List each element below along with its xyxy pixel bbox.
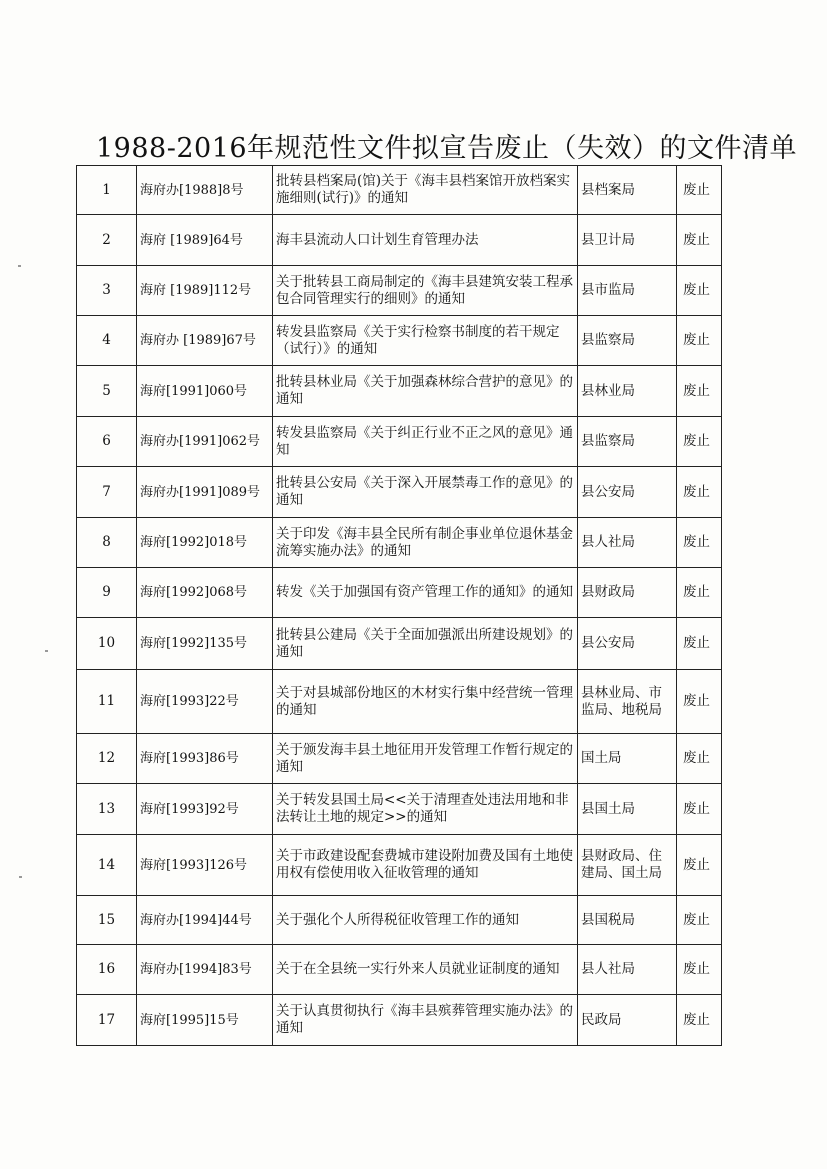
row-number: 15: [77, 896, 137, 945]
document-number: 海府办[1988]8号: [137, 166, 273, 215]
document-title: 关于对县城部份地区的木材实行集中经营统一管理的通知: [273, 670, 578, 734]
row-number: 12: [77, 734, 137, 784]
table-row: [77, 734, 722, 784]
table-row: [77, 518, 722, 568]
document-title: 关于市政建设配套费城市建设附加费及国有土地使用权有偿使用收入征收管理的通知: [273, 835, 578, 896]
document-title: 批转县档案局(馆)关于《海丰县档案馆开放档案实施细则(试行)》的通知: [273, 166, 578, 215]
row-number: 2: [77, 215, 137, 266]
document-title: 关于批转县工商局制定的《海丰县建筑安装工程承包合同管理实行的细则》的通知: [273, 266, 578, 316]
row-number: 6: [77, 417, 137, 467]
status: 废止: [677, 835, 722, 896]
document-number: 海府[1993]92号: [137, 784, 273, 835]
table-row: [77, 784, 722, 835]
document-title: 关于转发县国土局<<关于清理查处违法用地和非法转让土地的规定>>的通知: [273, 784, 578, 835]
status: 废止: [677, 467, 722, 518]
table-row: [77, 166, 722, 215]
status: 废止: [677, 215, 722, 266]
scan-speck: [45, 650, 48, 652]
department: 县财政局、住建局、国土局: [578, 835, 677, 896]
document-number: 海府办 [1989]67号: [137, 316, 273, 366]
row-number: 9: [77, 568, 137, 618]
department: 县卫计局: [578, 215, 677, 266]
table-row: [77, 266, 722, 316]
status: 废止: [677, 417, 722, 467]
department: 国土局: [578, 734, 677, 784]
department: 县国税局: [578, 896, 677, 945]
row-number: 8: [77, 518, 137, 568]
document-number: 海府 [1989]112号: [137, 266, 273, 316]
department: 县人社局: [578, 518, 677, 568]
status: 废止: [677, 518, 722, 568]
table-row: [77, 670, 722, 734]
document-number: 海府[1993]86号: [137, 734, 273, 784]
status: 废止: [677, 945, 722, 995]
status: 废止: [677, 618, 722, 670]
department: 县林业局、市监局、地税局: [578, 670, 677, 734]
table-row: [77, 618, 722, 670]
document-number: 海府 [1989]64号: [137, 215, 273, 266]
document-number: 海府[1992]068号: [137, 568, 273, 618]
document-title: 转发县监察局《关于实行检察书制度的若干规定（试行）》的通知: [273, 316, 578, 366]
document-list-table: [76, 165, 722, 1046]
document-title: 关于强化个人所得税征收管理工作的通知: [273, 896, 578, 945]
document-number: 海府办[1994]44号: [137, 896, 273, 945]
status: 废止: [677, 670, 722, 734]
row-number: 17: [77, 995, 137, 1046]
department: 县国土局: [578, 784, 677, 835]
row-number: 16: [77, 945, 137, 995]
status: 废止: [677, 166, 722, 215]
document-number: 海府[1992]135号: [137, 618, 273, 670]
row-number: 1: [77, 166, 137, 215]
page-title: 1988-2016年规范性文件拟宣告废止（失效）的文件清单: [96, 133, 798, 164]
document-number: 海府[1992]018号: [137, 518, 273, 568]
status: 废止: [677, 266, 722, 316]
department: 县公安局: [578, 618, 677, 670]
status: 废止: [677, 366, 722, 417]
department: 民政局: [578, 995, 677, 1046]
row-number: 4: [77, 316, 137, 366]
row-number: 7: [77, 467, 137, 518]
department: 县档案局: [578, 166, 677, 215]
document-number: 海府[1995]15号: [137, 995, 273, 1046]
document-title: 转发《关于加强国有资产管理工作的通知》的通知: [273, 568, 578, 618]
department: 县财政局: [578, 568, 677, 618]
table-row: [77, 417, 722, 467]
status: 废止: [677, 896, 722, 945]
scan-speck: [18, 265, 21, 267]
status: 废止: [677, 316, 722, 366]
table-row: [77, 316, 722, 366]
document-title: 批转县林业局《关于加强森林综合营护的意见》的通知: [273, 366, 578, 417]
row-number: 3: [77, 266, 137, 316]
table-row: [77, 896, 722, 945]
table-row: [77, 835, 722, 896]
status: 废止: [677, 568, 722, 618]
row-number: 5: [77, 366, 137, 417]
document-title: 海丰县流动人口计划生育管理办法: [273, 215, 578, 266]
department: 县公安局: [578, 467, 677, 518]
document-title: 关于认真贯彻执行《海丰县殡葬管理实施办法》的通知: [273, 995, 578, 1046]
document-title: 关于在全县统一实行外来人员就业证制度的通知: [273, 945, 578, 995]
document-number: 海府办[1994]83号: [137, 945, 273, 995]
document-title: 批转县公建局《关于全面加强派出所建设规划》的通知: [273, 618, 578, 670]
department: 县人社局: [578, 945, 677, 995]
table-row: [77, 215, 722, 266]
row-number: 14: [77, 835, 137, 896]
department: 县监察局: [578, 417, 677, 467]
document-title: 关于印发《海丰县全民所有制企事业单位退休基金流筹实施办法》的通知: [273, 518, 578, 568]
department: 县林业局: [578, 366, 677, 417]
table-row: [77, 568, 722, 618]
document-number: 海府办[1991]089号: [137, 467, 273, 518]
status: 废止: [677, 734, 722, 784]
table-row: [77, 995, 722, 1046]
table-row: [77, 467, 722, 518]
document-title: 转发县监察局《关于纠正行业不正之风的意见》通知: [273, 417, 578, 467]
document-title: 关于颁发海丰县土地征用开发管理工作暂行规定的通知: [273, 734, 578, 784]
document-number: 海府[1993]126号: [137, 835, 273, 896]
document-number: 海府[1991]060号: [137, 366, 273, 417]
status: 废止: [677, 995, 722, 1046]
document-number: 海府[1993]22号: [137, 670, 273, 734]
scan-speck: [19, 876, 22, 878]
row-number: 10: [77, 618, 137, 670]
document-title: 批转县公安局《关于深入开展禁毒工作的意见》的通知: [273, 467, 578, 518]
table-row: [77, 945, 722, 995]
department: 县市监局: [578, 266, 677, 316]
table-row: [77, 366, 722, 417]
row-number: 11: [77, 670, 137, 734]
status: 废止: [677, 784, 722, 835]
document-number: 海府办[1991]062号: [137, 417, 273, 467]
row-number: 13: [77, 784, 137, 835]
department: 县监察局: [578, 316, 677, 366]
